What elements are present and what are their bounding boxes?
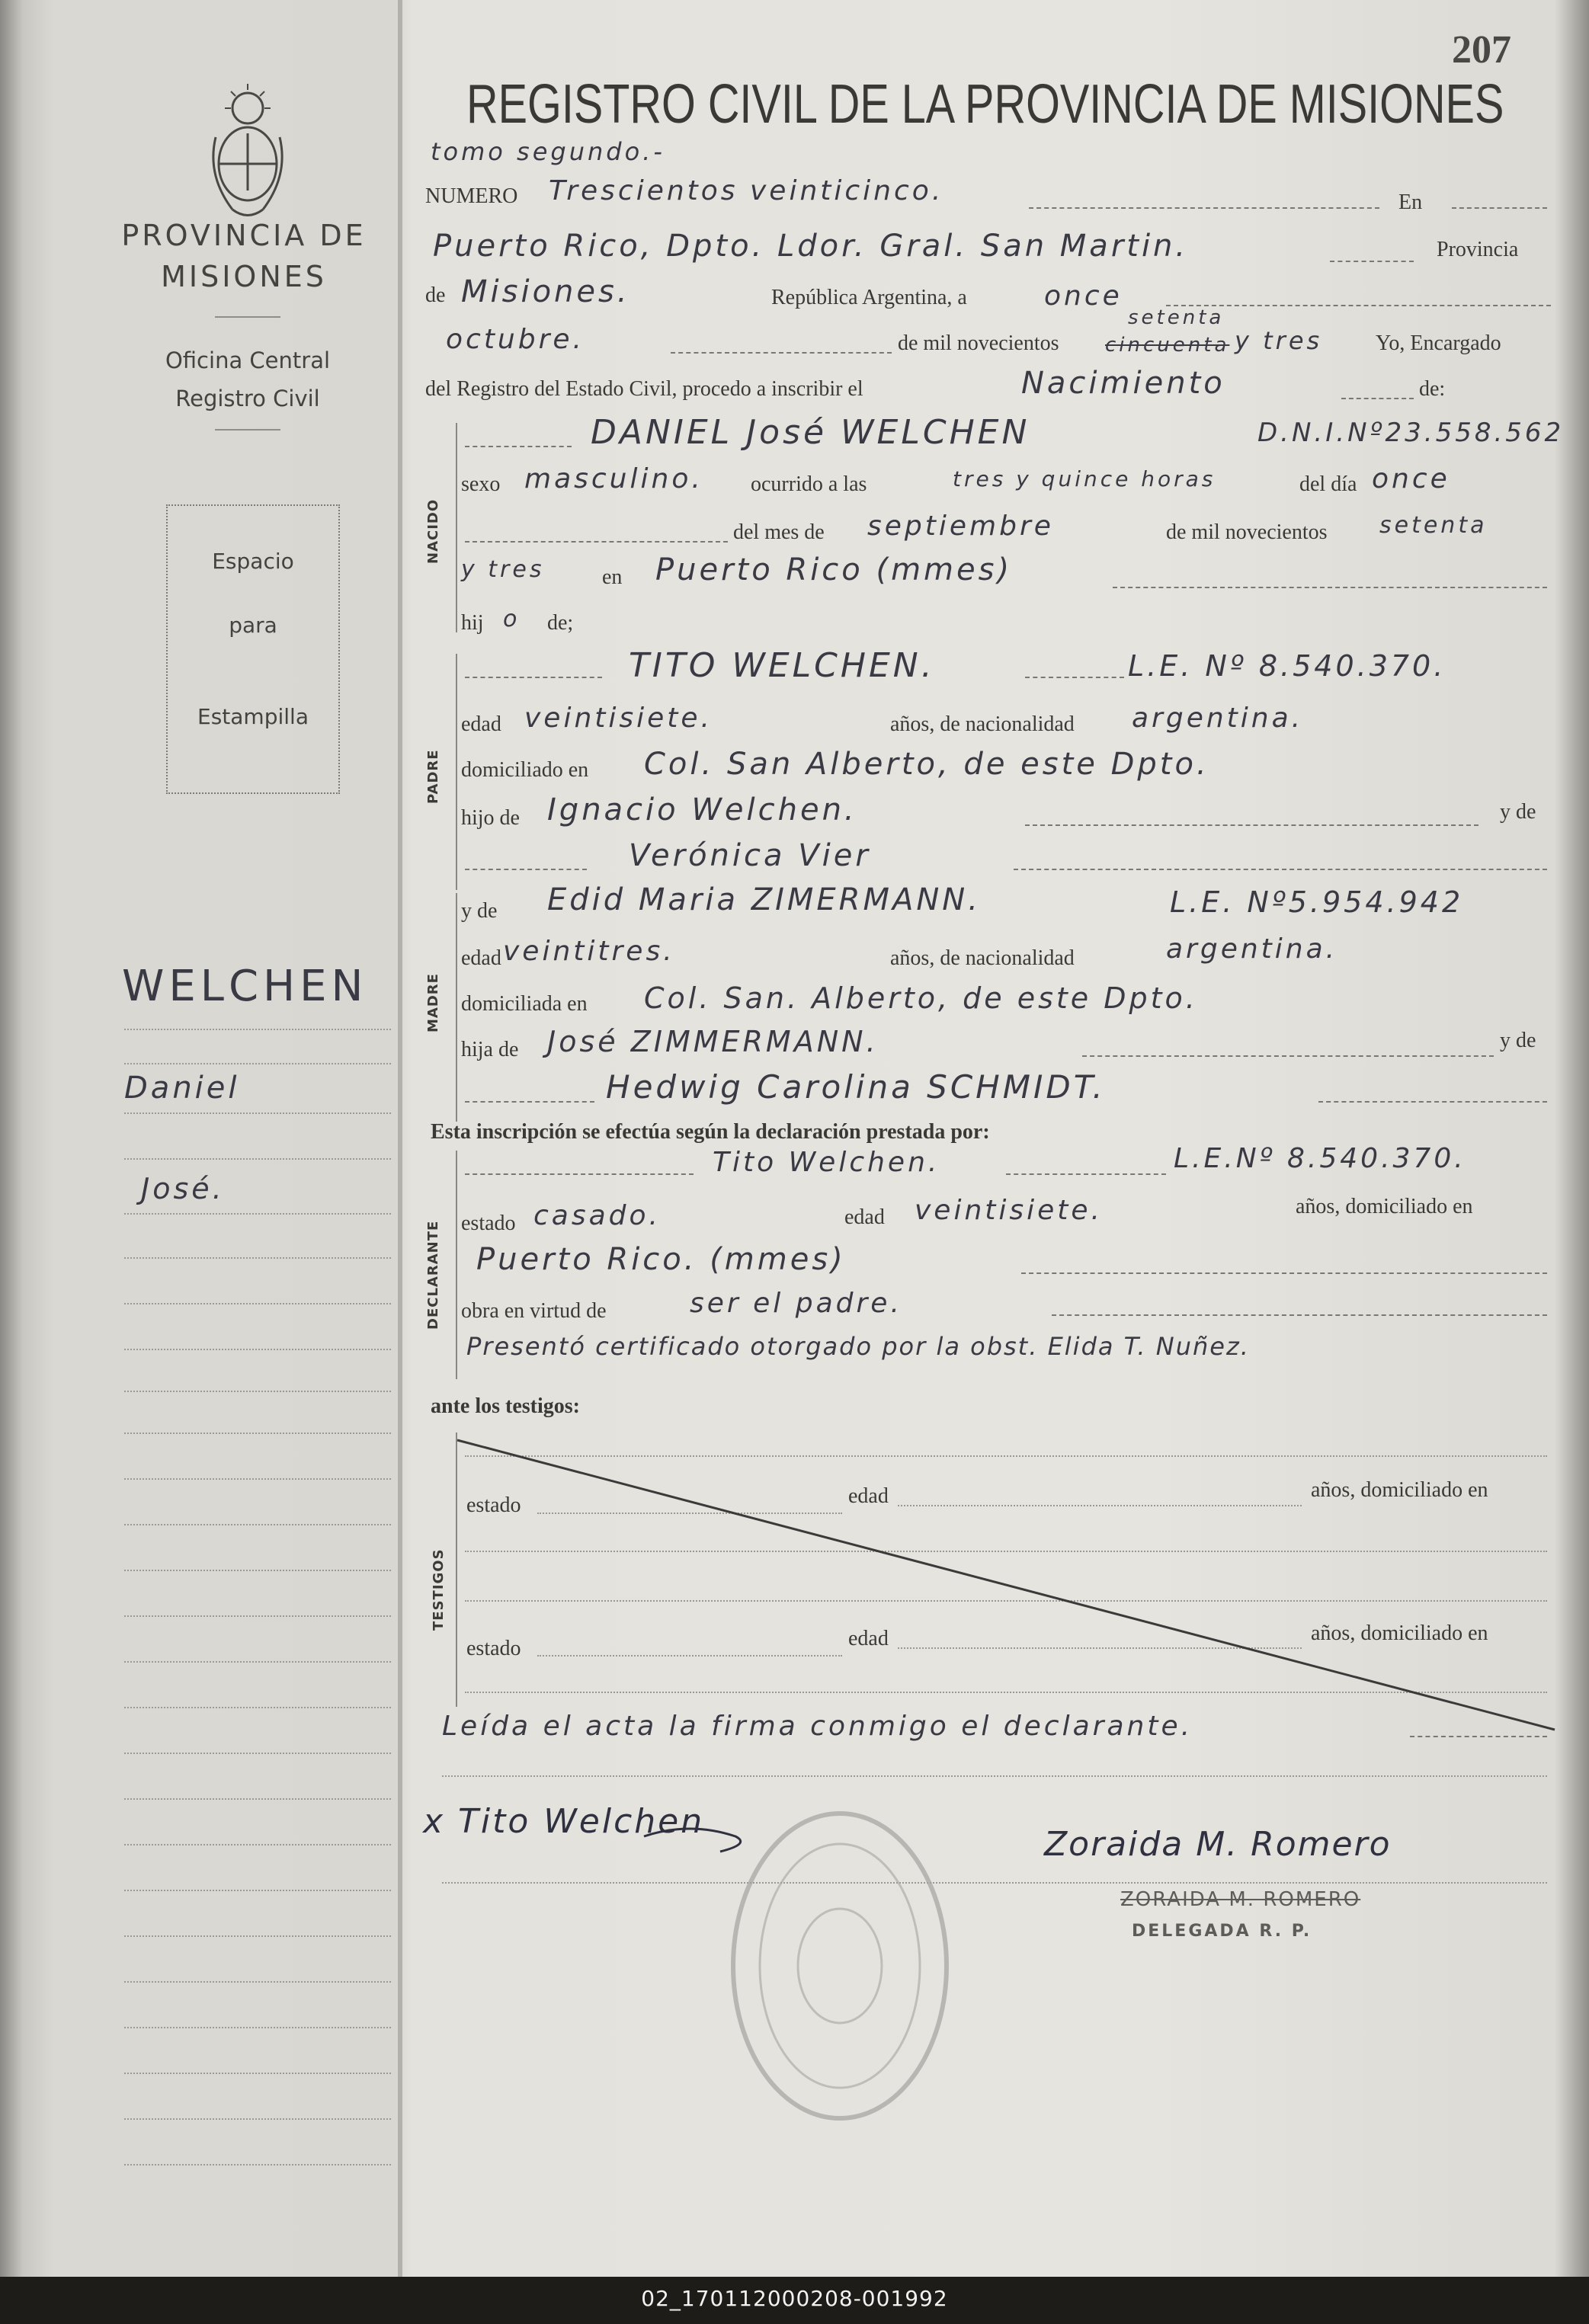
nacido-dni-value: D.N.I.Nº23.558.562 xyxy=(1257,418,1565,448)
stamp-space-line: para xyxy=(229,613,277,638)
signature-rule xyxy=(442,1882,1547,1884)
birth-year-unit-value: y tres xyxy=(461,556,545,583)
padre-domicile-value: Col. San Alberto, de este Dpto. xyxy=(644,747,1209,782)
stamp-space-line: Estampilla xyxy=(197,704,309,729)
mil-label: de mil novecientos xyxy=(1166,520,1328,544)
margin-surname: WELCHEN xyxy=(122,962,368,1011)
margin-second-name: José. xyxy=(141,1172,225,1205)
hijo-de-label: hijo de xyxy=(461,806,520,830)
fill-dash xyxy=(1082,1055,1494,1057)
y-de-label: y de xyxy=(1500,1029,1536,1052)
fill-dash xyxy=(465,541,728,543)
de-label: de xyxy=(425,283,446,307)
divider xyxy=(215,429,280,431)
stamp-space-box xyxy=(166,504,340,794)
fill-dash xyxy=(1025,824,1478,826)
declarante-edad-value: veintisiete. xyxy=(915,1195,1104,1226)
de-label: de; xyxy=(547,611,574,635)
declarante-domicile-value: Puerto Rico. (mmes) xyxy=(476,1242,846,1277)
act-day-value: once xyxy=(1044,280,1123,312)
declarante-tag: DECLARANTE xyxy=(425,1220,441,1330)
y-de-label: y de xyxy=(461,899,498,923)
margin-rule xyxy=(124,1349,391,1350)
fill-dash xyxy=(465,446,572,447)
hijo-suffix-value: o xyxy=(503,606,521,632)
fill-dash xyxy=(465,1101,594,1103)
margin-rule xyxy=(124,1844,391,1845)
declarante-signature-flourish xyxy=(415,1791,766,1874)
page-title: REGISTRO CIVIL DE LA PROVINCIA DE MISIONES xyxy=(466,74,1504,135)
madre-domicile-value: Col. San. Alberto, de este Dpto. xyxy=(644,981,1198,1015)
fill-dash xyxy=(1025,677,1124,678)
madre-name-value: Edid Maria ZIMERMANN. xyxy=(547,882,981,917)
margin-rule xyxy=(124,1063,391,1064)
margin-rule xyxy=(124,1432,391,1434)
registro-label: del Registro del Estado Civil, procedo a inscribir el xyxy=(425,377,863,401)
margin-rule xyxy=(124,1213,391,1215)
birth-time-value: tres y quince horas xyxy=(953,466,1216,491)
madre-nationality-value: argentina. xyxy=(1166,933,1338,965)
testigos-tag: TESTIGOS xyxy=(431,1548,447,1631)
fill-dash xyxy=(1318,1101,1547,1103)
act-year-unit-value: y tres xyxy=(1235,326,1323,355)
witness-edad-label: edad xyxy=(848,1484,889,1508)
fill-dash xyxy=(1014,869,1547,870)
padre-edad-value: veintisiete. xyxy=(524,703,713,734)
de-mil-label: de mil novecientos xyxy=(898,331,1059,355)
margin-rule xyxy=(124,1478,391,1480)
fill-dash xyxy=(465,1173,694,1175)
padre-tag: PADRE xyxy=(425,749,441,804)
margin-rule xyxy=(124,1890,391,1891)
declarante-name-value: Tito Welchen. xyxy=(713,1147,940,1178)
fill-dash xyxy=(1410,1736,1547,1737)
margin-rule xyxy=(124,1615,391,1617)
y-de-label: y de xyxy=(1500,800,1536,824)
hijo-label: hij xyxy=(461,611,484,635)
birth-day-value: once xyxy=(1372,463,1450,495)
officer-stamp-name: ZORAIDA M. ROMERO xyxy=(1120,1888,1361,1911)
numero-value: Trescientos veinticinco. xyxy=(549,175,944,206)
margin-rule xyxy=(124,1661,391,1663)
madre-tag: MADRE xyxy=(425,973,441,1032)
margin-rule xyxy=(124,1570,391,1571)
sexo-label: sexo xyxy=(461,472,501,496)
margin-rule xyxy=(124,1391,391,1392)
fill-dash xyxy=(1113,587,1547,588)
nacionalidad-label: años, de nacionalidad xyxy=(890,712,1075,736)
declarante-estado-value: casado. xyxy=(533,1200,661,1231)
witness-anos-label: años, domiciliado en xyxy=(1311,1478,1488,1502)
padre-mother-value: Verónica Vier xyxy=(629,838,871,873)
margin-rule xyxy=(124,1029,391,1030)
strike-through-line xyxy=(450,1432,1562,1737)
madre-section-bar xyxy=(456,893,457,1122)
fill-dash xyxy=(1452,207,1547,209)
officer-stamp-title: DELEGADA R. P. xyxy=(1132,1922,1312,1941)
de2-label: de: xyxy=(1419,377,1446,401)
testigos-intro: ante los testigos: xyxy=(431,1394,580,1418)
signature-rule xyxy=(442,1775,1547,1777)
margin-rule xyxy=(124,1112,391,1114)
nacido-tag: NACIDO xyxy=(425,498,441,564)
fill-dash xyxy=(1341,398,1414,399)
act-month-value: octubre. xyxy=(446,324,585,355)
nacionalidad-label: años, de nacionalidad xyxy=(890,946,1075,970)
anos-domiciliado-label: años, domiciliado en xyxy=(1296,1195,1473,1218)
padre-section-bar xyxy=(456,654,457,890)
tomo-value: tomo segundo.- xyxy=(431,137,665,166)
madre-father-value: José ZIMMERMANN. xyxy=(547,1025,879,1058)
padre-nationality-value: argentina. xyxy=(1132,703,1304,734)
yo-label: Yo, Encargado xyxy=(1376,331,1501,355)
image-caption: 02_170112000208-001992 xyxy=(641,2286,948,2311)
fill-dash xyxy=(1029,207,1379,209)
act-year-value: setenta xyxy=(1128,306,1225,329)
margin-rule xyxy=(124,2027,391,2028)
witness-edad-label: edad xyxy=(848,1627,889,1650)
witness-anos-label: años, domiciliado en xyxy=(1311,1621,1488,1645)
republica-label: República Argentina, a xyxy=(771,286,967,309)
province-heading: PROVINCIA DE MISIONES xyxy=(121,219,367,293)
padre-doc-value: L.E. Nº 8.540.370. xyxy=(1128,649,1446,683)
declarante-note-value: Presentó certificado otorgado por la obst. Elida T. Nuñez. xyxy=(466,1332,1250,1361)
margin-rule xyxy=(124,2118,391,2120)
registry-seal xyxy=(726,1806,954,2126)
argentina-coat-of-arms-icon xyxy=(202,76,293,229)
domiciliada-label: domiciliada en xyxy=(461,992,588,1016)
officer-signature: Zoraida M. Romero xyxy=(1044,1825,1392,1864)
fill-dash xyxy=(1052,1314,1547,1316)
edad-label: edad xyxy=(844,1205,885,1229)
page-fold xyxy=(398,0,402,2277)
margin-rule xyxy=(124,1935,391,1937)
en-label: En xyxy=(1398,190,1423,214)
place-value: Puerto Rico, Dpto. Ldor. Gral. San Martin. xyxy=(433,229,1189,264)
padre-name-value: TITO WELCHEN. xyxy=(629,646,935,685)
margin-rule xyxy=(124,1753,391,1754)
act-type-value: Nacimiento xyxy=(1021,366,1225,401)
province-value: Misiones. xyxy=(461,274,630,309)
margin-rule xyxy=(124,1158,391,1160)
stamp-space-line: Espacio xyxy=(212,549,294,574)
obra-label: obra en virtud de xyxy=(461,1299,607,1323)
divider xyxy=(215,316,280,318)
nacido-section-bar xyxy=(456,423,457,632)
sexo-value: masculino. xyxy=(524,463,703,495)
padre-father-value: Ignacio Welchen. xyxy=(547,792,857,827)
numero-label: NUMERO xyxy=(425,184,518,208)
declaration-intro: Esta inscripción se efectúa según la declaración prestada por: xyxy=(431,1120,990,1144)
page-number: 207 xyxy=(1452,28,1511,72)
margin-rule xyxy=(124,1798,391,1800)
provincia-label: Provincia xyxy=(1437,238,1519,261)
margin-rule xyxy=(124,2164,391,2166)
domiciliado-label: domiciliado en xyxy=(461,758,589,782)
declarante-section-bar xyxy=(456,1151,457,1379)
birth-year-value: setenta xyxy=(1379,512,1488,539)
nacido-name-value: DANIEL José WELCHEN xyxy=(591,413,1030,452)
fill-dash xyxy=(671,352,892,354)
fill-dash xyxy=(465,677,602,678)
ocurrido-label: ocurrido a las xyxy=(751,472,867,496)
en-label: en xyxy=(602,565,623,589)
birth-month-value: septiembre xyxy=(867,511,1054,542)
birth-place-value: Puerto Rico (mmes) xyxy=(655,552,1013,587)
fill-dash xyxy=(465,869,587,870)
margin-rule xyxy=(124,1257,391,1259)
hija-de-label: hija de xyxy=(461,1038,519,1061)
edad-label: edad xyxy=(461,712,501,736)
office-heading: Oficina Central Registro Civil xyxy=(165,347,331,411)
margin-rule xyxy=(124,1981,391,1983)
year-struck-value: cincuenta xyxy=(1105,334,1230,357)
margin-rule xyxy=(124,1303,391,1304)
declarante-signature: x Tito Welchen xyxy=(423,1802,705,1841)
madre-edad-value: veintitres. xyxy=(503,936,675,967)
madre-doc-value: L.E. Nº5.954.942 xyxy=(1170,885,1464,919)
witness-estado-label: estado xyxy=(466,1493,521,1517)
del-dia-label: del día xyxy=(1299,472,1357,496)
madre-mother-value: Hedwig Carolina SCHMIDT. xyxy=(606,1068,1106,1106)
margin-rule xyxy=(124,2073,391,2074)
mes-label: del mes de xyxy=(733,520,825,544)
estado-label: estado xyxy=(461,1212,516,1235)
margin-first-name: Daniel xyxy=(124,1071,240,1106)
declarante-doc-value: L.E.Nº 8.540.370. xyxy=(1174,1143,1466,1174)
fill-dash xyxy=(1021,1272,1547,1274)
edad-label: edad xyxy=(461,946,501,970)
witness-estado-label: estado xyxy=(466,1637,521,1660)
fill-dash xyxy=(1006,1173,1166,1175)
fill-dash xyxy=(1330,261,1414,262)
closing-statement: Leída el acta la firma conmigo el declarante. xyxy=(442,1711,1193,1742)
margin-rule xyxy=(124,1707,391,1708)
margin-rule xyxy=(124,1524,391,1525)
declarante-obra-value: ser el padre. xyxy=(690,1288,902,1319)
